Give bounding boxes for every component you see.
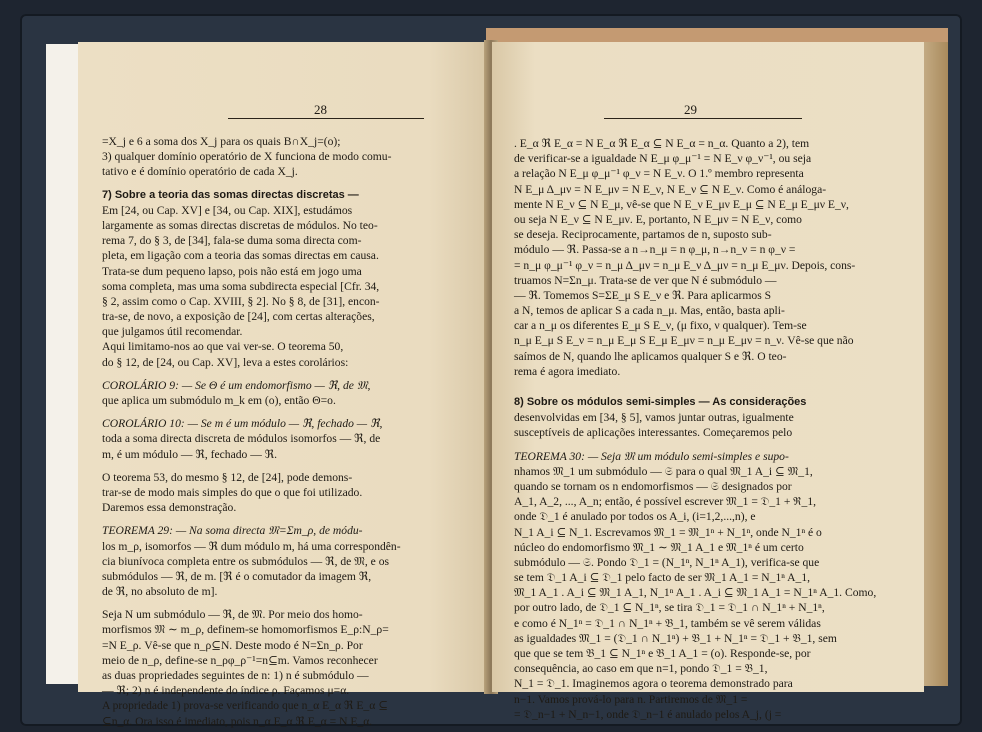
text-line: N_1 = 𝔇_1. Imaginemos agora o teorema demonstrado para xyxy=(514,677,793,691)
text-line xyxy=(102,515,474,523)
text-line: COROLÁRIO 10: — Se m é um módulo — ℜ, fechado — ℜ, xyxy=(102,417,383,431)
text-line: tra-se, de novo, a exposição de [24], com certas alterações, xyxy=(102,310,375,324)
text-line: se tem 𝔇_1 A_i ⊆ 𝔇_1 pelo facto de ser 𝔐_1 A_1 = N_1ⁿ A_1, xyxy=(514,571,811,585)
left-page-stack-edge xyxy=(46,44,80,684)
text-line: mente N E_ν ⊆ N E_μ, vê-se que N E_ν E_μν E_μ ⊆ N E_μ E_μν E_ν, xyxy=(514,197,849,211)
text-line: que julgamos útil recomendar. xyxy=(102,325,243,339)
text-line: TEOREMA 30: — Seja 𝔐 um módulo semi-simples e supo- xyxy=(514,449,789,463)
text-line: morfismos 𝔐 ∼ m_ρ, definem-se homomorfismos E_ρ:N_ρ= xyxy=(102,623,389,637)
right-header-rule xyxy=(604,118,802,119)
text-line: de ℜ, no absoluto de m]. xyxy=(102,585,218,599)
right-page-text xyxy=(514,136,910,722)
text-line: N E_μ Δ_μν = N E_μν = N E_ν, N E_ν ⊆ N E_ν. Como é análoga- xyxy=(514,182,827,196)
text-line: Daremos essa demonstração. xyxy=(102,501,237,515)
text-line: ou seja N E_ν ⊆ N E_μν. E, portanto, N E_μν = N E_ν, como xyxy=(514,212,802,226)
text-line xyxy=(514,441,910,449)
text-line: rema é agora imediato. xyxy=(514,364,621,378)
text-line: meio de n_ρ, define-se n_ρφ_ρ⁻¹=n⊆m. Vamos reconhecer xyxy=(102,653,378,667)
text-line xyxy=(102,599,474,607)
text-line xyxy=(514,379,910,387)
text-line: nhamos 𝔐_1 um submódulo — 𝔖 para o qual 𝔐_1 A_i ⊆ 𝔐_1, xyxy=(514,464,813,478)
text-line: tativo e é domínio operatório de cada X_j. xyxy=(102,165,298,179)
text-line: Seja N um submódulo — ℜ, de 𝔐. Por meio dos homo- xyxy=(102,608,363,622)
left-page xyxy=(78,42,490,728)
text-line: soma completa, mas uma soma subdirecta especial [Cfr. 34, xyxy=(102,279,380,293)
text-line: as duas propriedades seguintes de n: 1) n é submódulo — xyxy=(102,669,369,682)
text-line: =X_j e 6 a soma dos X_j para os quais B∩X_j=(o); xyxy=(102,135,341,148)
text-line: 𝔐_1 A_1 . A_i ⊆ 𝔐_1 A_1, N_1ⁿ A_1 . A_i ⊆ 𝔐_1 A_1 = N_1ⁿ A_1. Como, xyxy=(514,586,877,600)
text-line: susceptíveis de aplicações interessantes. Começaremos pelo xyxy=(514,426,793,440)
text-line: a N, temos de aplicar S a cada n_μ. Mas, então, basta apli- xyxy=(514,304,785,318)
text-line: n_μ E_μ S E_ν = n_μ E_μ S E_μ E_μν = n_μ E_μν = n_ν. Vê-se que não xyxy=(514,334,854,348)
text-line: desenvolvidas em [34, § 5], vamos juntar outras, igualmente xyxy=(514,411,794,425)
right-page-number: 29 xyxy=(684,102,697,117)
text-line: m, é um módulo — ℜ, fechado — ℜ. xyxy=(102,447,278,461)
text-line: — ℜ; 2) n é independente do índice ρ. Façamos μ=α. xyxy=(102,684,350,698)
text-line: § 2, assim como o Cap. XVIII, § 2]. No § 8, de [31], encon- xyxy=(102,294,380,308)
left-header-rule xyxy=(228,118,424,119)
text-line: de verificar-se a igualdade N E_μ φ_μ⁻¹ = N E_ν φ_ν⁻¹, ou seja xyxy=(514,152,812,166)
text-line: Trata-se dum pequeno lapso, pois não está em jogo uma xyxy=(102,264,362,278)
text-line: cia biunívoca completa entre os submódulos — ℜ, de 𝔐, e os xyxy=(102,554,390,568)
text-line: e como é N_1ⁿ = 𝔇_1 ∩ N_1ⁿ + 𝔅_1, também se vê serem válidas xyxy=(514,616,821,630)
text-line: — ℜ. Tomemos S=ΣE_μ S E_ν e ℜ. Para aplicarmos S xyxy=(514,288,772,302)
text-line: = n_μ φ_μ⁻¹ φ_ν = n_μ Δ_μν = n_μ E_ν Δ_μν = n_μ E_μν. Depois, cons- xyxy=(514,258,856,272)
text-line: se deseja. Reciprocamente, partamos de n, suposto sub- xyxy=(514,228,772,242)
text-line: do § 12, de [24, ou Cap. XV], leva a estes corolários: xyxy=(102,355,349,369)
text-line: as igualdades 𝔐_1 = (𝔇_1 ∩ N_1ⁿ) + 𝔅_1 + N_1ⁿ = 𝔇_1 + 𝔅_1, sem xyxy=(514,631,837,645)
text-line: núcleo do endomorfismo 𝔐_1 ∼ 𝔐_1 A_1 e 𝔐_1ⁿ é um certo xyxy=(514,540,804,554)
text-line xyxy=(102,370,474,378)
text-line: A_1, A_2, ..., A_n; então, é possível escrever 𝔐_1 = 𝔇_1 + ℜ_1, xyxy=(514,495,817,509)
text-line: submódulos — ℜ, de m. [ℜ é o comutador da imagem ℜ, xyxy=(102,569,372,583)
text-line: saímos de N, quando lhe aplicamos qualquer S e ℜ. O teo- xyxy=(514,349,787,363)
text-line: rema 7, do § 3, de [34], fala-se duma soma directa com- xyxy=(102,234,362,248)
text-line: car a n_μ os diferentes E_μ S E_ν, (μ fixo, ν qualquer). Tem-se xyxy=(514,319,807,333)
text-line: quando se tornam os n endomorfismos — 𝔖 designados por xyxy=(514,479,792,493)
text-line: por outro lado, de 𝔇_1 ⊆ N_1ⁿ, se tira 𝔇_1 = 𝔇_1 ∩ N_1ⁿ + N_1ⁿ, xyxy=(514,601,825,615)
left-page-text xyxy=(102,134,474,729)
top-page-stack-edge xyxy=(486,28,948,42)
text-line: que que se tem 𝔅_1 ⊆ N_1ⁿ e 𝔅_1 A_1 = (o). Responde-se, por xyxy=(514,647,811,660)
text-line: trar-se de modo mais simples do que o que foi utilizado. xyxy=(102,485,363,499)
text-line: n−1. Vamos prová-lo para n. Partiremos de 𝔐_1 = xyxy=(514,692,748,706)
text-line: 8) Sobre os módulos semi-simples — As considerações xyxy=(514,396,807,408)
text-line: consequência, ao caso em que n=1, pondo 𝔇_1 = 𝔅_1, xyxy=(514,662,768,676)
text-line: que aplica um submódulo m_k em (o), então Θ=o. xyxy=(102,394,336,407)
text-line: =N E_ρ. Vê-se que n_ρ⊆N. Deste modo é N=Σn_ρ. Por xyxy=(102,638,363,652)
text-line: los m_ρ, isomorfos — ℜ dum módulo m, há uma correspondên- xyxy=(102,539,401,553)
right-page xyxy=(492,42,924,721)
text-line: 7) Sobre a teoria das somas directas discretas — xyxy=(102,188,359,201)
text-line: pleta, em ligação com a teoria das somas directas em causa. xyxy=(102,249,379,263)
text-line: módulo — ℜ. Passa-se a n→n_μ = n φ_μ, n→n_ν = n φ_ν = xyxy=(514,243,796,257)
text-line: Aqui limitamo-nos ao que vai ver-se. O teorema 50, xyxy=(102,340,344,354)
text-line: a relação N E_μ φ_μ⁻¹ φ_ν = N E_ν. O 1.º membro representa xyxy=(514,167,804,181)
text-line: N_1 A_i ⊆ N_1. Escrevamos 𝔐_1 = 𝔐_1ⁿ + N_1ⁿ, onde N_1ⁿ é o xyxy=(514,525,822,539)
text-line: truamos N=Σn_μ. Trata-se de ver que N é submódulo — xyxy=(514,273,777,287)
text-line: 3) qualquer domínio operatório de X funciona de modo comu- xyxy=(102,150,392,164)
text-line: ⊆n_α. Ora isso é imediato, pois n_α E_α ℜ E_α = N E_α. xyxy=(102,714,373,728)
text-line: submódulo — 𝔖. Pondo 𝔇_1 = (N_1ⁿ, N_1ⁿ A_1), verifica-se que xyxy=(514,555,820,569)
text-line xyxy=(102,462,474,470)
text-line: Em [24, ou Cap. XV] e [34, ou Cap. XIX], estudámos xyxy=(102,203,353,217)
text-line xyxy=(102,180,474,188)
left-page-number: 28 xyxy=(314,102,327,117)
text-line: = 𝔇_n−1 + N_n−1, onde 𝔇_n−1 é anulado pelos A_j, (j = xyxy=(514,707,782,721)
text-line: . E_α ℜ E_α = N E_α ℜ E_α ⊆ N E_α = n_α. Quanto a 2), tem xyxy=(514,137,810,150)
text-line: COROLÁRIO 9: — Se Θ é um endomorfismo — ℜ, de 𝔐, xyxy=(102,378,371,392)
text-line: O teorema 53, do mesmo § 12, de [24], pode demons- xyxy=(102,470,353,484)
text-line: largamente as somas directas discretas de módulos. No teo- xyxy=(102,218,378,232)
text-line: A propriedade 1) prova-se verificando que n_α E_α ℜ E_α ⊆ xyxy=(102,699,388,713)
text-line: onde 𝔇_1 é anulado por todos os A_i, (i=1,2,...,n), e xyxy=(514,510,756,524)
text-line xyxy=(514,387,910,395)
text-line: TEOREMA 29: — Na soma directa 𝔐=Σm_ρ, de módu- xyxy=(102,524,363,538)
text-line: toda a soma directa discreta de módulos isomorfos — ℜ, de xyxy=(102,432,381,446)
text-line xyxy=(102,408,474,416)
